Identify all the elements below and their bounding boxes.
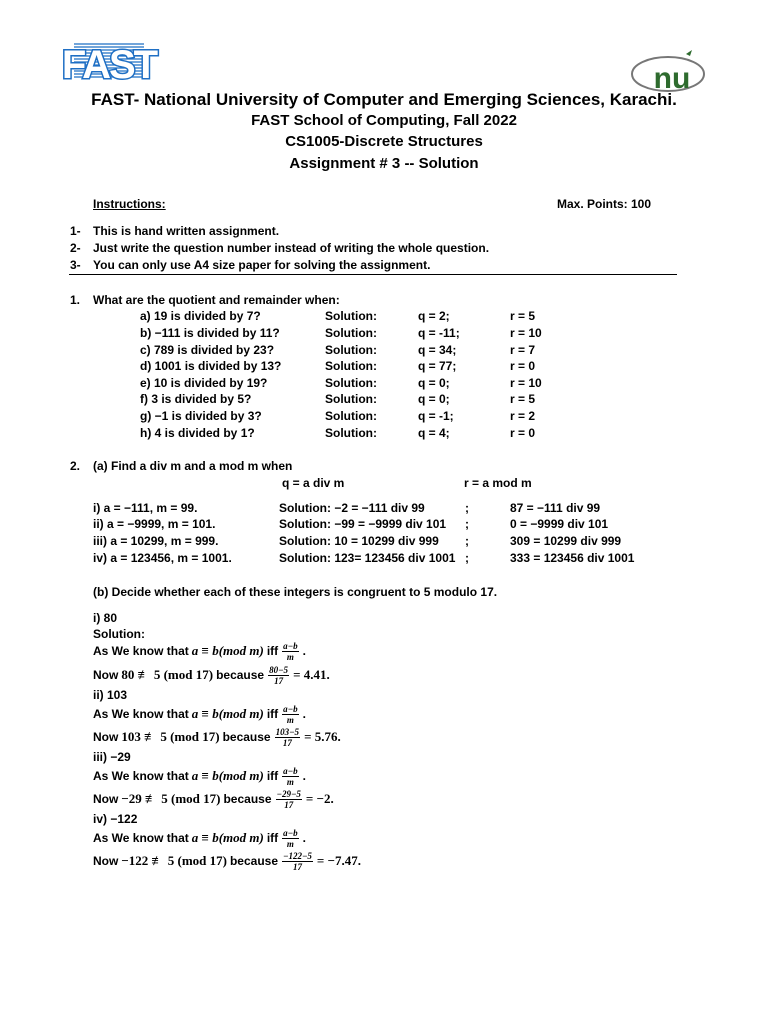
q1-remainder: r = 10 xyxy=(510,326,542,340)
q1-remainder: r = 0 xyxy=(510,359,536,373)
q1-question: What are the quotient and remainder when: xyxy=(93,293,340,307)
q1-remainder: r = 7 xyxy=(510,343,536,357)
congruence-expr: 80 ≢ 5 (mod 17) xyxy=(121,667,214,682)
q2-separator: ; xyxy=(465,501,469,515)
q2-item: ii) a = −9999, m = 101. xyxy=(93,517,216,531)
page-title: FAST- National University of Computer and Emerging Sciences, Karachi. xyxy=(91,90,677,109)
instruction-num: 3- xyxy=(70,258,81,272)
now-label: Now xyxy=(93,792,119,806)
q2-solution: Solution: 123= 123456 div 1001 xyxy=(279,551,456,565)
q2-separator: ; xyxy=(465,517,469,531)
q1-quotient: q = 0; xyxy=(418,376,450,390)
q1-solution-label: Solution: xyxy=(325,392,377,406)
q1-quotient: q = 2; xyxy=(418,309,450,323)
fraction: $\frac{a-b}{m}$ xyxy=(283,703,298,725)
know-line: As We know that a ≡ b(mod m) iff $\frac{a-b}{m}$ . xyxy=(93,640,306,662)
divider xyxy=(69,274,677,275)
q2-mod: 309 = 10299 div 999 xyxy=(510,534,622,548)
now-line xyxy=(93,849,361,873)
q2-mod: 0 = −9999 div 101 xyxy=(510,517,609,531)
q1-item: b) −111 is divided by 11? xyxy=(140,326,280,340)
congruence-expr: −122 ≢ 5 (mod 17) xyxy=(121,853,227,868)
know-prefix: As We know that xyxy=(93,644,189,658)
fraction: $\frac{a-b}{m}$ xyxy=(283,827,298,849)
because-label: because xyxy=(223,792,272,806)
q1-quotient: q = 34; xyxy=(418,343,457,357)
now-label: Now xyxy=(93,854,119,868)
course-line: CS1005-Discrete Structures xyxy=(285,133,483,150)
know-line: As We know that a ≡ b(mod m) iff $\frac{a-b}{m}$ . xyxy=(93,703,306,725)
q1-remainder: r = 2 xyxy=(510,409,536,423)
q1-solution-label: Solution: xyxy=(325,409,377,423)
q1-item: d) 1001 is divided by 13? xyxy=(140,359,282,373)
q1-solution-label: Solution: xyxy=(325,343,377,357)
case-label: iii) −29 xyxy=(93,750,131,764)
fast-logo-text: FAST xyxy=(61,43,157,87)
nu-logo-graphic xyxy=(628,48,708,96)
q1-remainder: r = 0 xyxy=(510,426,536,440)
school-line: FAST School of Computing, Fall 2022 xyxy=(251,112,517,129)
q1-item: c) 789 is divided by 23? xyxy=(140,343,275,357)
q1-item: f) 3 is divided by 5? xyxy=(140,392,252,406)
q2-solution: Solution: −99 = −9999 div 101 xyxy=(279,517,447,531)
fraction: $\frac{a-b}{m}$ xyxy=(283,640,298,662)
q1-quotient: q = -1; xyxy=(418,409,454,423)
now-label: Now xyxy=(93,730,119,744)
q1-item: e) 10 is divided by 19? xyxy=(140,376,268,390)
instructions-label: Instructions: xyxy=(93,197,166,211)
result-value: = 5.76. xyxy=(304,729,341,744)
q2-separator: ; xyxy=(465,534,469,548)
q2-item: iv) a = 123456, m = 1001. xyxy=(93,551,232,565)
q2-separator: ; xyxy=(465,551,469,565)
q2-solution: Solution: 10 = 10299 div 999 xyxy=(279,534,439,548)
q2-mod: 87 = −111 div 99 xyxy=(510,501,601,515)
q2-number: 2. xyxy=(70,459,81,473)
q2-header-r: r = a mod m xyxy=(464,476,532,490)
iff-label: iff xyxy=(266,769,279,783)
q1-solution-label: Solution: xyxy=(325,309,377,323)
congruence-expr: a ≡ b(mod m) xyxy=(191,768,264,783)
q2-mod: 333 = 123456 div 1001 xyxy=(510,551,635,565)
fraction: $\frac{-29-5}{17}$ xyxy=(276,788,301,810)
fraction: $\frac{-122-5}{17}$ xyxy=(283,850,312,872)
q1-quotient: q = -11; xyxy=(418,326,460,340)
result-value: = −7.47. xyxy=(316,853,361,868)
know-prefix: As We know that xyxy=(93,769,189,783)
now-line xyxy=(93,725,341,749)
fraction: $\frac{80-5}{17}$ xyxy=(269,664,289,686)
fast-logo xyxy=(61,38,157,87)
congruence-expr: a ≡ b(mod m) xyxy=(191,706,264,721)
q2-solution: Solution: −2 = −111 div 99 xyxy=(279,501,425,515)
instruction-num: 1- xyxy=(70,224,81,238)
congruence-expr: a ≡ b(mod m) xyxy=(191,643,264,658)
q1-solution-label: Solution: xyxy=(325,376,377,390)
solution-label: Solution: xyxy=(93,627,145,641)
congruence-expr: −29 ≢ 5 (mod 17) xyxy=(121,791,221,806)
result-value: = 4.41. xyxy=(293,667,330,682)
q2-header-q: q = a div m xyxy=(282,476,345,490)
case-label: ii) 103 xyxy=(93,688,128,702)
fast-logo-graphic xyxy=(61,38,157,87)
q1-quotient: q = 0; xyxy=(418,392,450,406)
q1-solution-label: Solution: xyxy=(325,426,377,440)
congruence-expr: 103 ≢ 5 (mod 17) xyxy=(121,729,220,744)
because-label: because xyxy=(229,854,278,868)
q1-item: g) −1 is divided by 3? xyxy=(140,409,262,423)
know-prefix: As We know that xyxy=(93,831,189,845)
iff-label: iff xyxy=(266,707,279,721)
q1-remainder: r = 5 xyxy=(510,309,536,323)
q1-quotient: q = 77; xyxy=(418,359,457,373)
instruction-text: This is hand written assignment. xyxy=(93,224,280,238)
q1-remainder: r = 10 xyxy=(510,376,542,390)
because-label: because xyxy=(216,668,265,682)
iff-label: iff xyxy=(266,644,279,658)
instruction-text: Just write the question number instead of writing the whole question. xyxy=(93,241,490,255)
q2-part-b: (b) Decide whether each of these integers is congruent to 5 modulo 17. xyxy=(93,585,498,599)
q1-remainder: r = 5 xyxy=(510,392,536,406)
know-line: As We know that a ≡ b(mod m) iff $\frac{a-b}{m}$ . xyxy=(93,827,306,849)
q2-item: i) a = −111, m = 99. xyxy=(93,501,198,515)
q1-item: a) 19 is divided by 7? xyxy=(140,309,261,323)
q2-item: iii) a = 10299, m = 999. xyxy=(93,534,219,548)
result-value: = −2. xyxy=(305,791,334,806)
case-label: i) 80 xyxy=(93,611,118,625)
q2-part-a: (a) Find a div m and a mod m when xyxy=(93,459,293,473)
congruence-expr: a ≡ b(mod m) xyxy=(191,830,264,845)
now-line xyxy=(93,787,334,811)
iff-label: iff xyxy=(266,831,279,845)
instruction-num: 2- xyxy=(70,241,81,255)
q1-solution-label: Solution: xyxy=(325,359,377,373)
q1-item: h) 4 is divided by 1? xyxy=(140,426,255,440)
assignment-line: Assignment # 3 -- Solution xyxy=(289,155,479,172)
fraction: $\frac{a-b}{m}$ xyxy=(283,765,298,787)
nu-logo-text: nu xyxy=(653,62,691,95)
max-points: Max. Points: 100 xyxy=(557,197,652,211)
instruction-text: You can only use A4 size paper for solving the assignment. xyxy=(93,258,431,272)
q1-quotient: q = 4; xyxy=(418,426,450,440)
nu-logo xyxy=(628,48,708,96)
now-label: Now xyxy=(93,668,119,682)
case-label: iv) −122 xyxy=(93,812,138,826)
know-prefix: As We know that xyxy=(93,707,189,721)
q1-solution-label: Solution: xyxy=(325,326,377,340)
q1-number: 1. xyxy=(70,293,81,307)
because-label: because xyxy=(222,730,271,744)
now-line xyxy=(93,663,330,687)
know-line: As We know that a ≡ b(mod m) iff $\frac{a-b}{m}$ . xyxy=(93,765,306,787)
fraction: $\frac{103-5}{17}$ xyxy=(275,726,300,748)
